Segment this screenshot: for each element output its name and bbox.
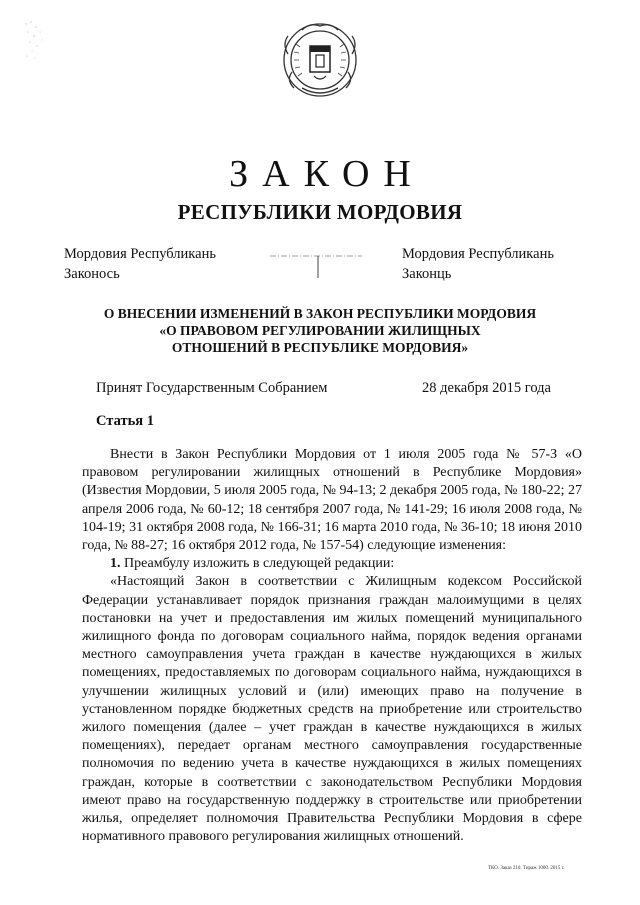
header-divider-mark xyxy=(268,246,364,280)
item-1-text: Преамбулу изложить в следующей редакции: xyxy=(120,556,395,572)
adoption-date: 28 декабря 2015 года xyxy=(422,380,551,396)
law-heading-line-1: О ВНЕСЕНИИ ИЗМЕНЕНИЙ В ЗАКОН РЕСПУБЛИКИ МОРДОВИЯ xyxy=(103,306,537,321)
item-1-paragraph xyxy=(82,555,582,573)
item-1-number: 1. xyxy=(110,556,121,572)
coat-of-arms-icon xyxy=(272,14,368,104)
document-subtitle: РЕСПУБЛИКИ МОРДОВИЯ xyxy=(177,200,463,224)
adoption-statement: Принят Государственным Собранием xyxy=(96,380,328,396)
erzya-header-line-1: Мордовия Республикань xyxy=(64,246,216,262)
law-heading-line-2: «О ПРАВОВОМ РЕГУЛИРОВАНИИ ЖИЛИЩНЫХ xyxy=(159,323,481,338)
article-title: Статья 1 xyxy=(96,413,154,429)
moksha-header-line-1: Мордовия Республикань xyxy=(402,246,554,262)
scan-speckle-mark xyxy=(22,18,48,62)
print-footer-note: ТКО. Заказ 210. Тираж 1000. 2015 г. xyxy=(488,866,565,871)
erzya-header-line-2: Законось xyxy=(64,266,120,282)
document-title: ЗАКОН xyxy=(229,153,425,195)
document-body xyxy=(82,446,582,846)
law-heading-line-3: ОТНОШЕНИЙ В РЕСПУБЛИКЕ МОРДОВИЯ» xyxy=(171,340,469,355)
moksha-header xyxy=(402,244,554,284)
quote-paragraph: «Настоящий Закон в соответствии с Жилищным кодексом Российской Федерации устанавливает порядок признания граждан малоимущими в целях постановки на учет и предоставления им жилых помещений муниципального жилищного фонда по договорам социального найма, порядок ведения органами местного самоуправления учета граждан в качестве нуждающихся в жилых помещениях, предоставляемых по договорам социального найма, нуждающихся в улучшении жилищных условий и (или) имеющих право на получение в установленном порядке бюджетных средств на приобретение или строительство жилого помещения (далее – учет граждан в качестве нуждающихся в жилых помещениях), передает органам местного самоуправления государственные полномочия по ведению учета в качестве нуждающихся в жилых помещениях граждан, которые в соответствии с законодательством Республики Мордовия имеют право на государственную поддержку в строительстве или приобретении жилья, определяет полномочия Правительства Республики Мордовия в сфере нормативного правового регулирования жилищных отношений. xyxy=(82,574,582,845)
intro-paragraph: Внести в Закон Республики Мордовия от 1 июля 2005 года № 57-З «О правовом регулировании жилищных отношений в Республике Мордовия» (Известия Мордовии, 5 июля 2005 года, № 94-13; 2 декабря 2005 года, № 180-22; 27 апреля 2006 года, № 60-12; 18 сентября 2007 года, № 141-29; 16 июля 2008 года, № 104-19; 31 октября 2008 года, № 166-31; 16 марта 2010 года, № 36-10; 18 июня 2010 года, № 88-27; 16 октября 2012 года, № 157-54) следующие изменения: xyxy=(82,447,582,554)
erzya-header xyxy=(64,244,216,284)
law-heading xyxy=(40,305,600,356)
moksha-header-line-2: Законць xyxy=(402,266,452,282)
